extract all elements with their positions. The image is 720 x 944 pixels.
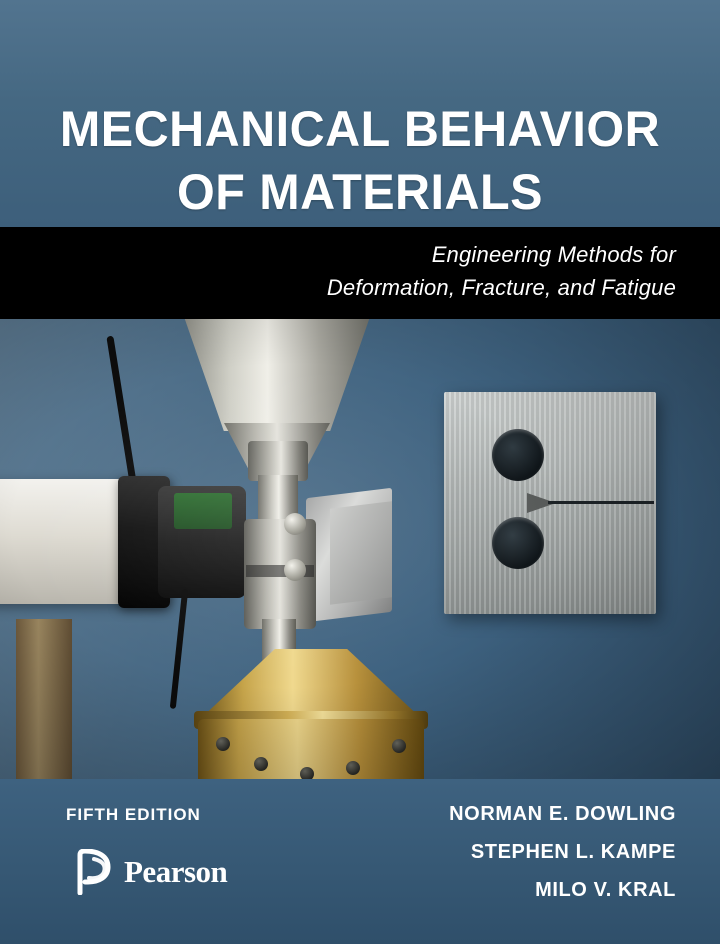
book-subtitle-line-1: Engineering Methods for <box>431 242 676 267</box>
author-name-3: MILO V. KRAL <box>535 879 676 901</box>
publisher-logo <box>72 849 227 895</box>
author-name-2: STEPHEN L. KAMPE <box>470 841 676 863</box>
edition-label: FIFTH EDITION <box>66 805 201 824</box>
book-subtitle-line-2: Deformation, Fracture, and Fatigue <box>326 275 676 300</box>
pearson-p-icon <box>72 849 116 895</box>
author-name-1: NORMAN E. DOWLING <box>449 803 676 825</box>
cover-photo <box>0 319 720 779</box>
publisher-name: Pearson <box>124 854 228 889</box>
book-title-line-1: MECHANICAL BEHAVIOR <box>59 101 661 157</box>
book-title-line-2: OF MATERIALS <box>177 164 543 220</box>
photo-vignette <box>0 319 720 779</box>
